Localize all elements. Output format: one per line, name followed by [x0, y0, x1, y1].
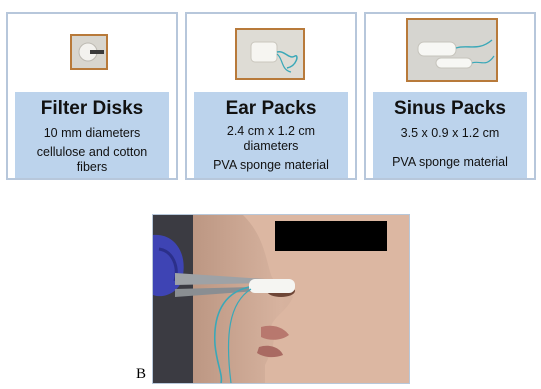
- filter-disks-title: Filter Disks: [40, 98, 144, 119]
- filter-disks-size: 10 mm diameters: [43, 126, 141, 140]
- filter-disks-material: cellulose and cotton fibers: [36, 145, 148, 174]
- ear-packs-title: Ear Packs: [225, 98, 317, 119]
- ear-packs-label-panel: [194, 92, 348, 178]
- sinus-packs-card: [364, 12, 536, 180]
- panel-label-b: B: [136, 366, 147, 382]
- sinus-packs-size: 3.5 x 0.9 x 1.2 cm: [400, 126, 500, 140]
- filter-disks-label-panel: [15, 92, 169, 178]
- sinus-packs-label-panel: [373, 92, 527, 178]
- sinus-packs-material: PVA sponge material: [392, 155, 508, 169]
- filter-disk-image: [70, 34, 108, 70]
- sinus-packs-title: Sinus Packs: [394, 98, 506, 119]
- ear-packs-card: [185, 12, 357, 180]
- ear-packs-size: 2.4 cm x 1.2 cm diameters: [226, 124, 316, 153]
- ear-packs-material: PVA sponge material: [213, 158, 329, 172]
- sinus-pack-image: [406, 18, 498, 82]
- ear-pack-image: [235, 28, 305, 80]
- filter-disks-card: [6, 12, 178, 180]
- nasal-sampling-photo: [152, 214, 410, 384]
